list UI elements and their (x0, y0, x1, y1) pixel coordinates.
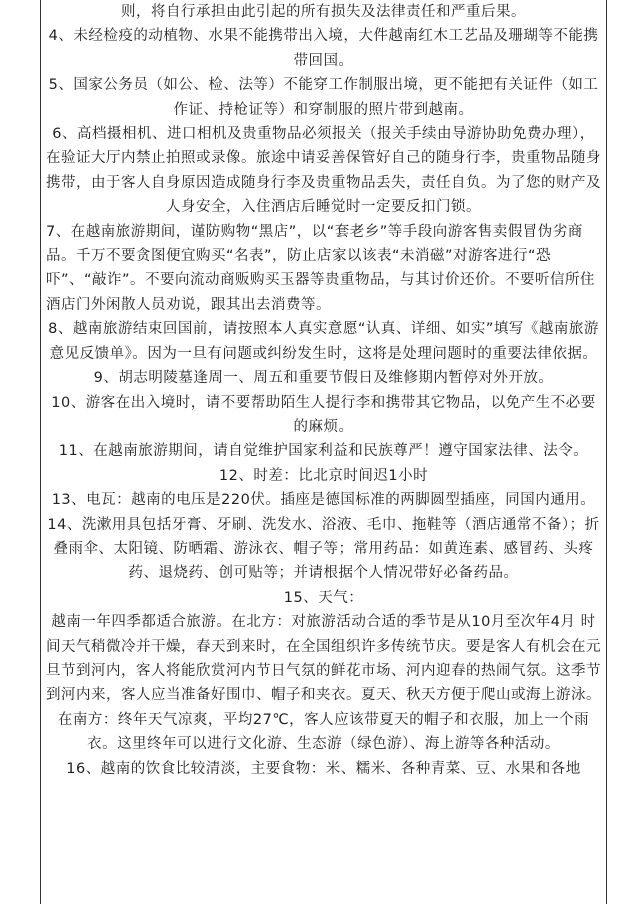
paragraph-11: 11、在越南旅游期间，请自觉维护国家利益和民族尊严！遵守国家法律、法令。 (58, 443, 589, 460)
paragraph-13: 13、电瓦：越南的电压是220伏。插座是德国标准的两脚圆型插座，同国内通用。 (51, 492, 596, 509)
paragraph-10: 10、游客在出入境时，请不要帮助陌生人提行李和携带其它物品，以免产生不必要的麻烦。 (51, 394, 596, 435)
paragraph-5: 5、国家公务员（如公、检、法等）不能穿工作制服出境，更不能把有关证件（如工作证、持枪证等）和穿制服的照片带到越南。 (48, 77, 599, 118)
paragraph-8: 8、越南旅游结束回国前，请按照本人真实意愿“认真、详细、如实”填写《越南旅游意见反馈单》。因为一旦有问题或纠纷发生时，这将是处理问题时的重要法律依据。 (48, 321, 599, 362)
paragraph-16: 16、越南的饮食比较清淡，主要食物：米、糯米、各种青菜、豆、水果和各地 (66, 760, 581, 777)
paragraph-14: 14、洗漱用具包括牙膏、牙刷、洗发水、浴液、毛巾、拖鞋等（酒店通常不备）；折叠雨伞、太阳镜、防晒霜、游泳衣、帽子等；常用药品：如黄连素、感冒药、头疼药、退烧药、创可贴等；并请根据个人情况带好必备药品。 (47, 516, 600, 582)
paragraph-15-heading: 15、天气： (283, 589, 364, 606)
paragraph-7: 7、在越南旅游期间，谨防购物“黑店”，以“套老乡”等手段向游客售卖假冒伪劣商品。千万不要贪图便宜购买“名表”，防止店家以该表“未消磁”对游客进行“恐吓”、“敲诈”。不要向流动商贩购买玉器等贵重物品，与其讨价还价。不要听信所住酒店门外闲散人员劝说，跟其出去消费等。 (46, 223, 596, 313)
paragraph-6: 6、高档摄相机、进口相机及贵重物品必须报关（报关手续由导游协助免费办理），在验证大厅内禁止拍照或录像。旅途中请妥善保管好自己的随身行李，贵重物品随身携带，由于客人自身原因造成随身行李及贵重物品丢失，责任自负。为了您的财产及人身安全，入住酒店后睡觉时一定要反扣门锁。 (46, 126, 601, 216)
paragraph-9: 9、胡志明陵墓逢周一、周五和重要节假日及维修期内暂停对外开放。 (93, 370, 554, 387)
paragraph-4: 4、未经检疫的动植物、水果不能携带出入境，大件越南红木工艺品及珊瑚等不能携带回国。 (48, 28, 599, 69)
paragraph-12: 12、时差：比北京时间迟1小时 (218, 467, 429, 484)
article-body (40, 0, 607, 904)
paragraph-3-end: 则，将自行承担由此引起的所有损失及法律责任和严重后果。 (121, 4, 526, 20)
paragraph-15-body: 越南一年四季都适合旅游。在北方：对旅游活动合适的季节是从10月至次年4月 时间天气稍微冷并干燥，春天到来时，在全国组织许多传统节庆。要是客人有机会在元旦节到河内，客人将能欣赏河内节日气氛的鲜花市场、河内迎春的热闹气氛。这季节到河内来，客人应当准备好围巾、帽子和夹衣。夏天、秋天方便于爬山或海上游泳。在南方：终年天气凉爽，平均27℃，客人应该带夏天的帽子和衣服，加上一个雨衣。这里终年可以进行文化游、生态游（绿色游）、海上游等各种活动。 (46, 614, 601, 753)
